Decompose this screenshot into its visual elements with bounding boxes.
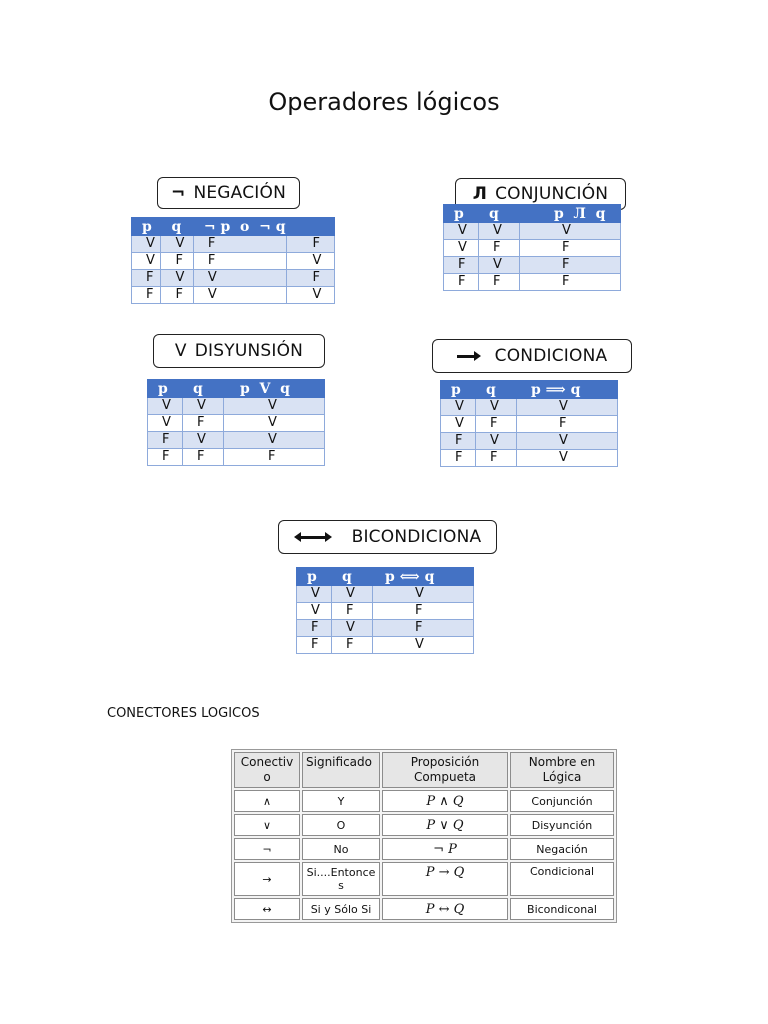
table-row [444,257,621,274]
cell: V [161,236,193,253]
conjunction-operator-icon: ∧ [234,790,300,812]
header-proposicion: Proposición Compueta [382,752,508,788]
header-q: q [479,205,520,223]
header-biconditional-expression: p ⟺ q [373,568,474,586]
table-row [297,637,474,654]
cell: No [302,838,380,860]
table-row [297,603,474,620]
cell: F [476,450,517,467]
header-blank [286,218,334,236]
table-row [444,274,621,291]
cell: V [373,637,474,654]
double-arrow-icon [300,536,326,539]
cell: V [520,223,621,240]
header-p: p [297,568,332,586]
biconditional-arrow-icon: ↔ [234,898,300,920]
condicional-label: CONDICIONA [494,346,608,366]
cell: F [132,287,161,304]
cell: V [332,586,373,603]
cell: F [148,449,183,466]
cell: V [373,586,474,603]
cell: V [132,236,161,253]
cell: Negación [510,838,614,860]
cell: F [441,433,476,450]
cell: V [148,415,183,432]
cell: V [332,620,373,637]
bicondicional-truth-table [296,567,474,654]
header-p: p [441,381,476,399]
cell: V [183,432,224,449]
header-conjunction-expression: p Л q [520,205,621,223]
cell: Y [302,790,380,812]
cell: V [444,223,479,240]
cell: Conjunción [510,790,614,812]
condicional-truth-table [440,380,618,467]
table-row [441,450,618,467]
disyuncion-label-box [153,334,325,368]
header-p: p [444,205,479,223]
header-significado: Significado [302,752,380,788]
cell: V [444,240,479,257]
cell: V [193,270,286,287]
cell: F [520,240,621,257]
header-p: p [132,218,161,236]
connectors-table [231,749,617,923]
cell: F [193,253,286,270]
cell: Disyunción [510,814,614,836]
bicondicional-label: BICONDICIONA [351,527,482,547]
conjunction-symbol: Л [472,184,488,204]
cell: V [476,399,517,416]
cell: Si y Sólo Si [302,898,380,920]
table-row [234,838,614,860]
table-row [132,270,335,287]
header-q: q [183,380,224,398]
cell: V [476,433,517,450]
right-arrow-icon [457,355,475,358]
cell: V [517,450,618,467]
cell: V [441,399,476,416]
cell: F [224,449,325,466]
table-row [297,620,474,637]
cell: F [286,270,334,287]
table-row [132,253,335,270]
cell: F [373,620,474,637]
header-negation-expression: ¬ p o ¬ q [193,218,286,236]
cell: F [520,274,621,291]
table-row [148,415,325,432]
table-row [132,287,335,304]
condicional-label-box [432,339,632,373]
cell: V [517,399,618,416]
negacion-truth-table [131,217,335,304]
cell: F [479,274,520,291]
cell: Condicional [510,862,614,896]
cell: V [297,603,332,620]
cell: V [297,586,332,603]
table-row [234,898,614,920]
connectors-heading: CONECTORES LOGICOS [107,706,260,721]
cell: V [286,253,334,270]
disjunction-symbol: V [174,341,187,361]
table-row [148,398,325,415]
table-row [444,223,621,240]
cell: O [302,814,380,836]
cell: F [444,274,479,291]
table-row [234,814,614,836]
negation-symbol: ¬ [171,183,186,203]
cell: V [224,415,325,432]
negacion-label-box [157,177,300,209]
cell: F [148,432,183,449]
disjunction-operator-icon: ∨ [234,814,300,836]
cell: V [286,287,334,304]
header-disjunction-expression: p V q [224,380,325,398]
table-row [441,399,618,416]
table-row [148,449,325,466]
negation-operator-icon: ¬ [234,838,300,860]
cell: V [479,257,520,274]
disyuncion-label: DISYUNSIÓN [194,341,304,361]
cell: V [224,398,325,415]
cell: ¬ P [382,838,508,860]
header-conectivo: Conectiv o [234,752,300,788]
cell: F [332,603,373,620]
cell: V [193,287,286,304]
cell: V [132,253,161,270]
page-title: Operadores lógicos [268,88,500,116]
header-conditional-expression: p ⟹ q [517,381,618,399]
cell: V [224,432,325,449]
cell: P ∧ Q [382,790,508,812]
cell: P → Q [382,862,508,896]
table-row [444,240,621,257]
conditional-arrow-icon: → [234,862,300,896]
header-q: q [161,218,193,236]
table-row [234,862,614,896]
cell: Bicondiconal [510,898,614,920]
cell: F [476,416,517,433]
cell: F [441,450,476,467]
cell: V [183,398,224,415]
cell: F [520,257,621,274]
negacion-label: NEGACIÓN [193,183,286,203]
conjuncion-truth-table [443,204,621,291]
conjuncion-label: CONJUNCIÓN [495,184,609,204]
cell: V [479,223,520,240]
header-p: p [148,380,183,398]
disyuncion-truth-table [147,379,325,466]
cell: F [479,240,520,257]
cell: F [183,449,224,466]
table-row [234,790,614,812]
cell: F [297,620,332,637]
table-row [441,416,618,433]
bicondicional-label-box [278,520,497,554]
cell: V [441,416,476,433]
cell: F [297,637,332,654]
cell: F [444,257,479,274]
cell: V [161,270,193,287]
cell: Si....Entonce s [302,862,380,896]
cell: F [161,287,193,304]
cell: P ∨ Q [382,814,508,836]
header-q: q [332,568,373,586]
table-row [132,236,335,253]
cell: F [373,603,474,620]
table-row [297,586,474,603]
cell: F [332,637,373,654]
cell: V [517,433,618,450]
header-q: q [476,381,517,399]
cell: F [193,236,286,253]
cell: F [517,416,618,433]
cell: F [183,415,224,432]
table-row [441,433,618,450]
cell: F [132,270,161,287]
cell: P ↔ Q [382,898,508,920]
table-row [148,432,325,449]
cell: V [148,398,183,415]
header-nombre: Nombre en Lógica [510,752,614,788]
cell: F [161,253,193,270]
cell: F [286,236,334,253]
